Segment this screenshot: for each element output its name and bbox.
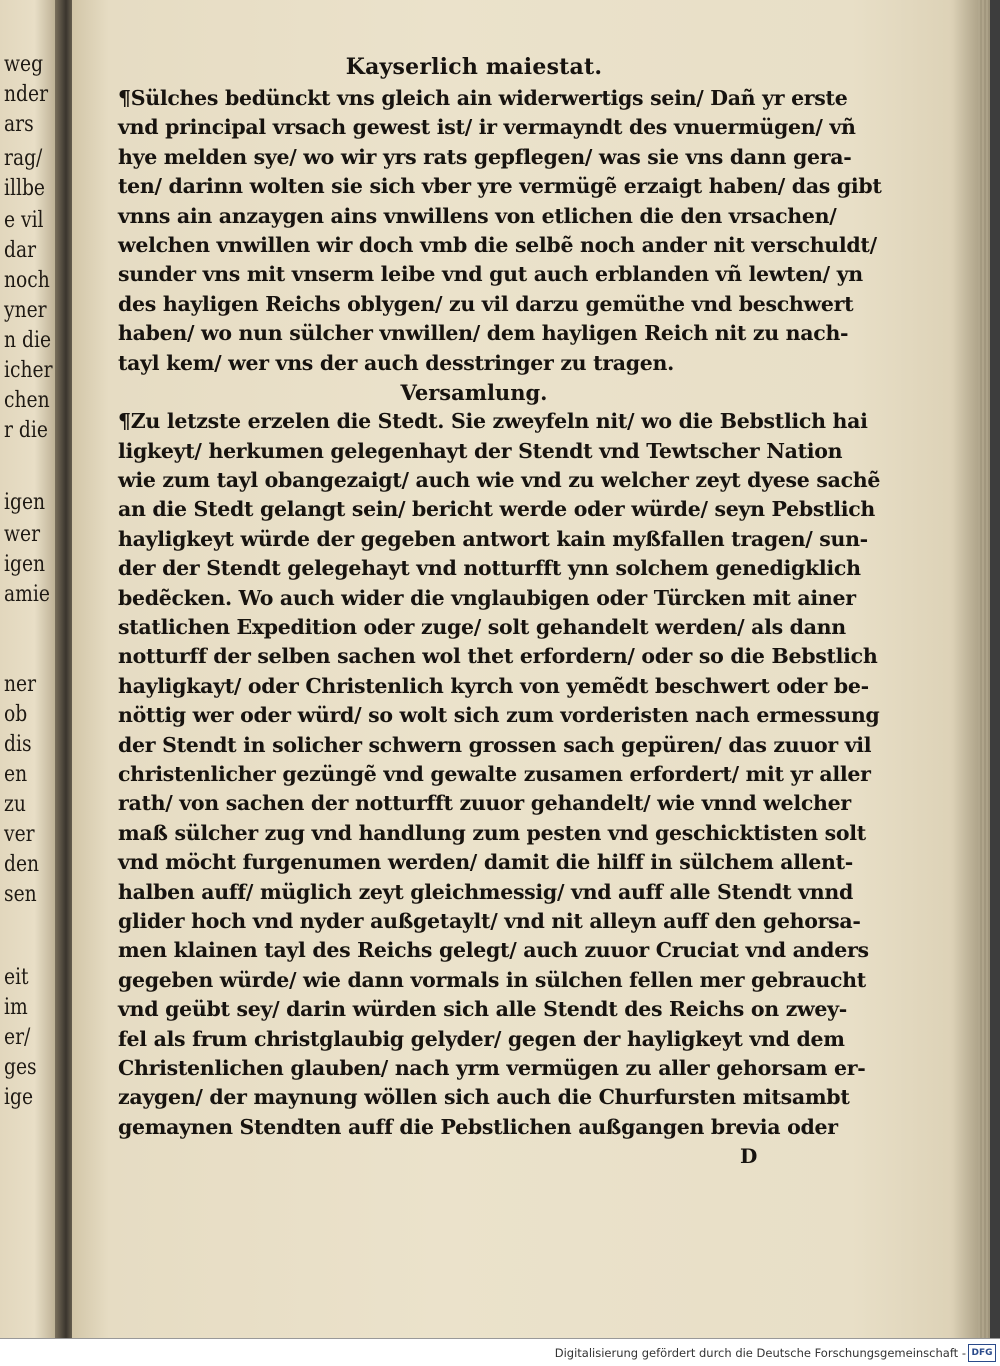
left-page-fragment: sen [4, 882, 37, 907]
paragraph-2-line: rath/ von sachen der notturfft zuuor gehandelt/ wie vnnd welcher [118, 791, 851, 816]
paragraph-2-line: ligkeyt/ herkumen gelegenhayt der Stendt vnd Tewtscher Nation [118, 438, 843, 463]
paragraph-2-line: hayligkeyt würde der gegeben antwort kain myßfallen tragen/ sun- [118, 526, 868, 551]
paragraph-2-line: ¶Zu letzste erzelen die Stedt. Sie zweyfeln nit/ wo die Bebstlich hai [118, 409, 868, 434]
left-page-fragment: ges [4, 1055, 37, 1080]
text-block [118, 50, 882, 1142]
paragraph-2-line: zaygen/ der maynung wöllen sich auch die Churfursten mitsambt [118, 1085, 850, 1110]
left-page-fragment: ige [4, 1085, 34, 1110]
paragraph-2-line: bedẽcken. Wo auch wider die vnglaubigen oder Türcken mit ainer [118, 585, 856, 610]
left-page-fragment: chen [4, 388, 50, 413]
paragraph-2-line: halben auff/ müglich zeyt gleichmessig/ vnd auff alle Stendt vnnd [118, 879, 853, 904]
paragraph-2-line: vnd geübt sey/ darin würden sich alle Stendt des Reichs on zwey- [118, 997, 847, 1022]
paragraph-1-line: tayl kem/ wer vns der auch desstringer zu tragen. [118, 350, 674, 375]
left-page-fragment: dar [4, 238, 37, 263]
paragraph-2-line: wie zum tayl obangezaigt/ auch wie vnd zu welcher zeyt dyese sachẽ [118, 468, 881, 493]
left-page-fragment: im [4, 995, 28, 1020]
paragraph-2 [118, 407, 881, 1142]
paragraph-1-line: vnns ain anzaygen ains vnwillens von etlichen die den vrsachen/ [118, 203, 837, 228]
paragraph-2-line: christenlicher gezüngẽ vnd gewalte zusamen erfordert/ mit yr aller [118, 761, 871, 786]
paragraph-1-line: haben/ wo nun sülcher vnwillen/ dem hayligen Reich nit zu nach- [118, 321, 849, 346]
left-page-fragment: ars [4, 112, 34, 137]
left-page-fragment: dis [4, 732, 32, 757]
left-page-fragment: en [4, 762, 28, 787]
paragraph-2-line: maß sülcher zug vnd handlung zum pesten vnd geschicktisten solt [118, 820, 866, 845]
left-page-fragment: amie [4, 582, 50, 607]
left-page-fragment: ver [4, 822, 35, 847]
paragraph-2-line: gegeben würde/ wie dann vormals in sülchen fellen mer gebraucht [118, 967, 866, 992]
left-page-fragment: n die [4, 328, 52, 353]
left-page-fragment: rag/ [4, 146, 43, 171]
signature-mark: D [740, 1144, 758, 1168]
paragraph-2-line: hayligkayt/ oder Christenlich kyrch von yemẽdt beschwert oder be- [118, 673, 869, 698]
section-heading: Versamlung. [400, 379, 548, 405]
left-page-edge [0, 0, 58, 1338]
paragraph-1-line: welchen vnwillen wir doch vmb die selbẽ noch ander nit verschuldt/ [118, 232, 877, 257]
running-head: Kayserlich maiestat. [345, 54, 603, 80]
left-page-fragment: eit [4, 965, 29, 990]
left-page-fragment: den [4, 852, 40, 877]
left-page-fragment: wer [4, 522, 41, 547]
left-page-fragment: e vil [4, 208, 44, 233]
left-page-fragment: zu [4, 792, 26, 817]
left-page-fragment: r die [4, 418, 48, 443]
page-edges [978, 0, 990, 1338]
paragraph-2-line: statlichen Expedition oder zuge/ solt gehandelt werden/ als dann [118, 615, 846, 640]
left-page-fragment: ner [4, 672, 37, 697]
paragraph-2-line: der der Stendt gelegehayt vnd notturfft ynn solchem genedigklich [118, 556, 861, 581]
footer-bar [0, 1338, 1000, 1366]
paragraph-1-line: sunder vns mit vnserm leibe vnd gut auch erblanden vñ lewten/ yn [118, 262, 863, 287]
left-page-fragment: weg [4, 52, 44, 77]
paragraph-2-line: an die Stedt gelangt sein/ bericht werde oder würde/ seyn Pebstlich [118, 497, 876, 522]
left-page-fragment: igen [4, 552, 46, 577]
paragraph-1-line: ten/ darinn wolten sie sich vber yre vermügẽ erzaigt haben/ das gibt [118, 174, 882, 199]
left-page-fragment: igen [4, 490, 46, 515]
paragraph-1-line: ¶Sülches bedünckt vns gleich ain widerwertigs sein/ Dañ yr erste [118, 86, 848, 110]
paragraph-2-line: vnd möcht furgenumen werden/ damit die hilff in sülchem allent- [118, 850, 853, 875]
paragraph-1-line: des hayligen Reichs oblygen/ zu vil darzu gemüthe vnd beschwert [118, 291, 854, 316]
paragraph-2-line: Christenlichen glauben/ nach yrm vermügen zu aller gehorsam er- [118, 1055, 866, 1080]
footer-credit: Digitalisierung gefördert durch die Deutsche Forschungsgemeinschaft - [554, 1346, 966, 1360]
left-page-fragment: yner [4, 298, 47, 323]
left-page-fragment: icher [4, 358, 53, 383]
paragraph-1-line: hye melden sye/ wo wir yrs rats gepflegen/ was sie vns dann gera- [118, 144, 852, 169]
paragraph-2-line: fel als frum christglaubig gelyder/ gegen der hayligkeyt vnd dem [118, 1026, 845, 1051]
paragraph-2-line: nöttig wer oder würd/ so wolt sich zum vorderisten nach ermessung [118, 703, 880, 728]
paragraph-1 [118, 84, 882, 378]
left-page-fragment: ob [4, 702, 28, 727]
left-page-fragment: nder [4, 82, 49, 107]
paragraph-2-line: notturff der selben sachen wol thet erfordern/ oder so die Bebstlich [118, 644, 878, 669]
paragraph-2-line: glider hoch vnd nyder außgetaylt/ vnd nit alleyn auff den gehorsa- [118, 908, 861, 933]
left-page-fragment: er/ [4, 1025, 31, 1050]
paragraph-1-line: vnd principal vrsach gewest ist/ ir vermayndt des vnuermügen/ vñ [118, 115, 856, 140]
left-page-fragment: noch [4, 268, 50, 293]
paragraph-2-line: gemaynen Stendten auff die Pebstlichen außgangen brevia oder [118, 1114, 838, 1139]
paragraph-2-line: der Stendt in solicher schwern grossen sach gepüren/ das zuuor vil [118, 732, 872, 757]
paragraph-2-line: men klainen tayl des Reichs gelegt/ auch zuuor Cruciat vnd anders [118, 938, 869, 963]
left-page-fragment: illbe [4, 176, 45, 201]
dfg-logo: DFG [968, 1344, 996, 1362]
